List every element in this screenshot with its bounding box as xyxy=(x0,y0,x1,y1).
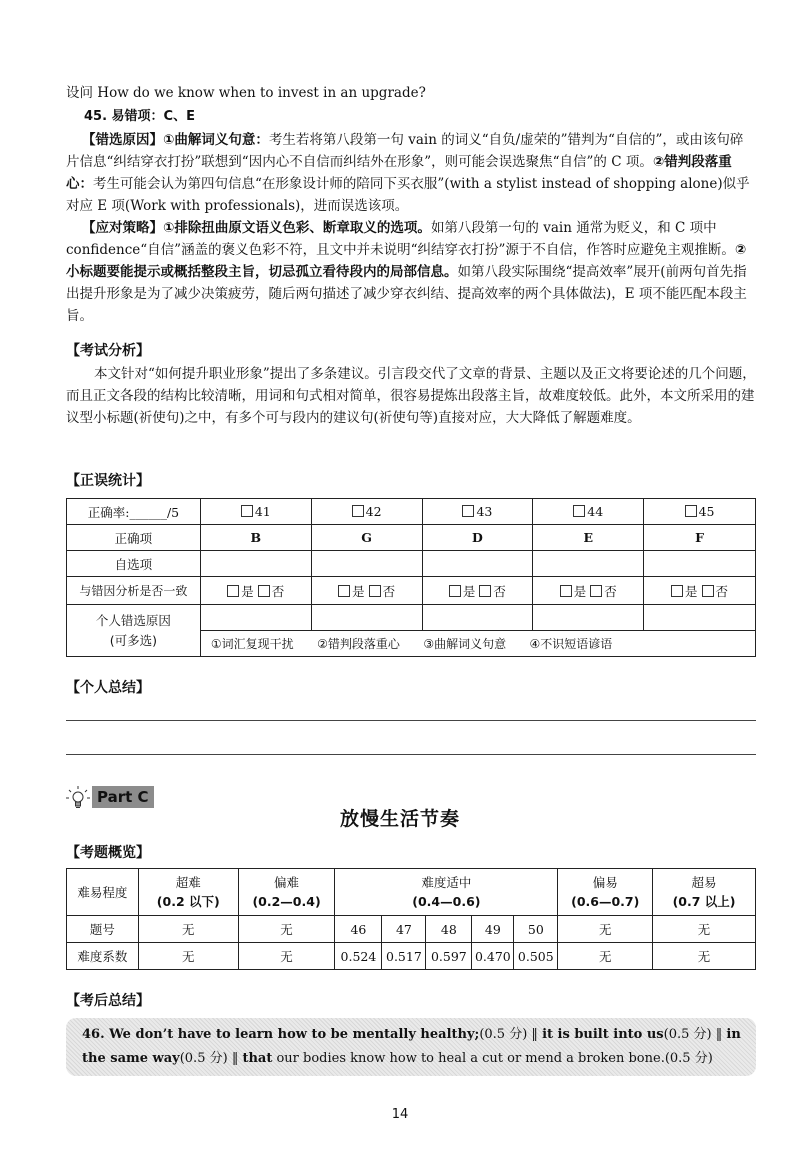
question-num: 48 xyxy=(426,916,472,943)
q46-answer-box xyxy=(66,1018,756,1076)
reason-label: 【错选原因】 xyxy=(82,132,163,148)
yes-no-cell[interactable]: 是 否 xyxy=(422,577,533,605)
reason-part2: 考生可能会认为第四句信息“在形象设计师的陪同下买衣服”(with a stylist instead of shopping alone)似乎对应 E 项(Work with professionals)，进而误选该项。 xyxy=(66,176,750,214)
part-c-title: 放慢生活节奏 xyxy=(339,808,460,830)
reason-input[interactable] xyxy=(644,605,756,631)
medium-header: 难度适中 (0.4—0.6) xyxy=(335,869,558,916)
reason-part1: 考生若将第八段第一句 vain 的词义“自负/虚荣的”错判为“自信的”，或由该句碎片信息“纠结穿衣打扮”联想到“因内心不自信而纠结外在形象”，则可能会误选聚焦“自信”的 C 项。 xyxy=(66,132,744,170)
checkbox[interactable] xyxy=(462,505,474,517)
strategy-part2-bold: ②小标题要能提示或概括整段主旨，切忌孤立看待段内的局部信息。 xyxy=(66,242,747,280)
question-num: 46 xyxy=(335,916,382,943)
coef-value: 0.517 xyxy=(382,943,426,970)
q45-reason xyxy=(66,129,756,217)
coef-value: 0.597 xyxy=(426,943,472,970)
coef-value: 0.505 xyxy=(514,943,558,970)
stats-table xyxy=(66,498,756,657)
coef-label: 难度系数 xyxy=(67,943,139,970)
overview-table xyxy=(66,868,756,970)
page-number: 14 xyxy=(391,1107,409,1122)
coef-value: 0.524 xyxy=(335,943,382,970)
reason-part2-bold: ②错判段落重心： xyxy=(66,154,732,192)
very-easy-header: 超易 (0.7 以上) xyxy=(653,869,756,916)
strategy-label: 【应对策略】 xyxy=(82,220,163,236)
none-cell: 无 xyxy=(653,943,756,970)
summary-line[interactable] xyxy=(66,720,756,721)
hard-header: 偏难 (0.2—0.4) xyxy=(238,869,335,916)
reason-row-label: 个人错选原因 (可多选) xyxy=(67,605,201,657)
stats-heading: 【正误统计】 xyxy=(66,473,150,489)
correct-answer: F xyxy=(644,525,756,551)
chosen-input[interactable] xyxy=(533,551,644,577)
question-num: 50 xyxy=(514,916,558,943)
accuracy-cell[interactable]: 正确率:______/5 xyxy=(67,499,201,525)
question-num: 47 xyxy=(382,916,426,943)
correct-answer: B xyxy=(200,525,311,551)
reason-options: ①词汇复现干扰 ②错判段落重心 ③曲解词义句意 ④不识短语谚语 xyxy=(200,631,755,657)
q41-cell[interactable]: 41 xyxy=(200,499,311,525)
q42-cell[interactable]: 42 xyxy=(311,499,422,525)
level-label: 难易程度 xyxy=(67,869,139,916)
post-heading: 【考后总结】 xyxy=(66,993,150,1009)
very-hard-header: 超难 (0.2 以下) xyxy=(138,869,238,916)
yes-no-cell[interactable]: 是 否 xyxy=(200,577,311,605)
q45-cell[interactable]: 45 xyxy=(644,499,756,525)
exam-analysis-text: 本文针对“如何提升职业形象”提出了多条建议。引言段交代了文章的背景、主题以及正文将要论述的几个问题，而且正文各段的结构比较清晰，用词和句式相对简单，很容易提炼出段落主旨，故难度较低。此外，本文所采用的建议型小标题(祈使句)之中，有多个可与段内的建议句(祈使句等)直接对应，大大降低了解题难度。 xyxy=(66,366,756,426)
reason-input[interactable] xyxy=(200,605,311,631)
strategy-part1-bold: ①排除扭曲原文语义色彩、断章取义的选项。 xyxy=(163,220,431,236)
q43-cell[interactable]: 43 xyxy=(422,499,533,525)
correct-answer: G xyxy=(311,525,422,551)
none-cell: 无 xyxy=(238,916,335,943)
checkbox[interactable] xyxy=(573,505,585,517)
part-c-label: Part C xyxy=(92,786,154,808)
q46-answer: 46. We don’t have to learn how to be mentally healthy;(0.5 分) ‖ it is built into us(0.5 分) ‖ in the same way(0.5 分) ‖ that our bodies know how to heal a cut or mend a broken bone.(0.5 分) xyxy=(82,1027,741,1066)
num-label: 题号 xyxy=(67,916,139,943)
chosen-input[interactable] xyxy=(422,551,533,577)
chosen-input[interactable] xyxy=(200,551,311,577)
correct-answer: D xyxy=(422,525,533,551)
chosen-input[interactable] xyxy=(644,551,756,577)
easy-header: 偏易 (0.6—0.7) xyxy=(558,869,653,916)
exam-analysis-heading: 【考试分析】 xyxy=(66,343,150,359)
q45-strategy xyxy=(66,217,756,327)
question-num: 49 xyxy=(472,916,514,943)
yes-no-cell[interactable]: 是 否 xyxy=(533,577,644,605)
checkbox[interactable] xyxy=(241,505,253,517)
chosen-input[interactable] xyxy=(311,551,422,577)
none-cell: 无 xyxy=(653,916,756,943)
correct-row-label: 正确项 xyxy=(67,525,201,551)
none-cell: 无 xyxy=(138,916,238,943)
none-cell: 无 xyxy=(138,943,238,970)
strategy-part1: 如第八段第一句的 vain 通常为贬义，和 C 项中 confidence“自信”涵盖的褒义色彩不符，且文中并未说明“纠结穿衣打扮”源于不自信，作答时应避免主观推断。 xyxy=(66,220,735,258)
q44-cell[interactable]: 44 xyxy=(533,499,644,525)
reason-input[interactable] xyxy=(311,605,422,631)
intro-line: 设问 How do we know when to invest in an upgrade? xyxy=(66,85,426,101)
reason-part1-bold: ①曲解词义句意： xyxy=(163,132,269,148)
reason-input[interactable] xyxy=(422,605,533,631)
none-cell: 无 xyxy=(558,943,653,970)
chosen-row-label: 自选项 xyxy=(67,551,201,577)
summary-heading: 【个人总结】 xyxy=(66,680,150,696)
strategy-part2: 如第八段实际围绕“提高效率”展开(前两句首先指出提升形象是为了减少决策疲劳，随后两句描述了减少穿衣纠结、提高效率的两个具体做法)，E 项不能匹配本段主旨。 xyxy=(66,264,747,324)
checkbox[interactable] xyxy=(352,505,364,517)
consistent-row-label: 与错因分析是否一致 xyxy=(67,577,201,605)
correct-answer: E xyxy=(533,525,644,551)
summary-line[interactable] xyxy=(66,754,756,755)
overview-heading: 【考题概览】 xyxy=(66,845,150,861)
q45-heading: 45. 易错项：C、E xyxy=(84,109,195,124)
checkbox[interactable] xyxy=(685,505,697,517)
none-cell: 无 xyxy=(558,916,653,943)
coef-value: 0.470 xyxy=(472,943,514,970)
reason-input[interactable] xyxy=(533,605,644,631)
yes-no-cell[interactable]: 是 否 xyxy=(311,577,422,605)
yes-no-cell[interactable]: 是 否 xyxy=(644,577,756,605)
none-cell: 无 xyxy=(238,943,335,970)
